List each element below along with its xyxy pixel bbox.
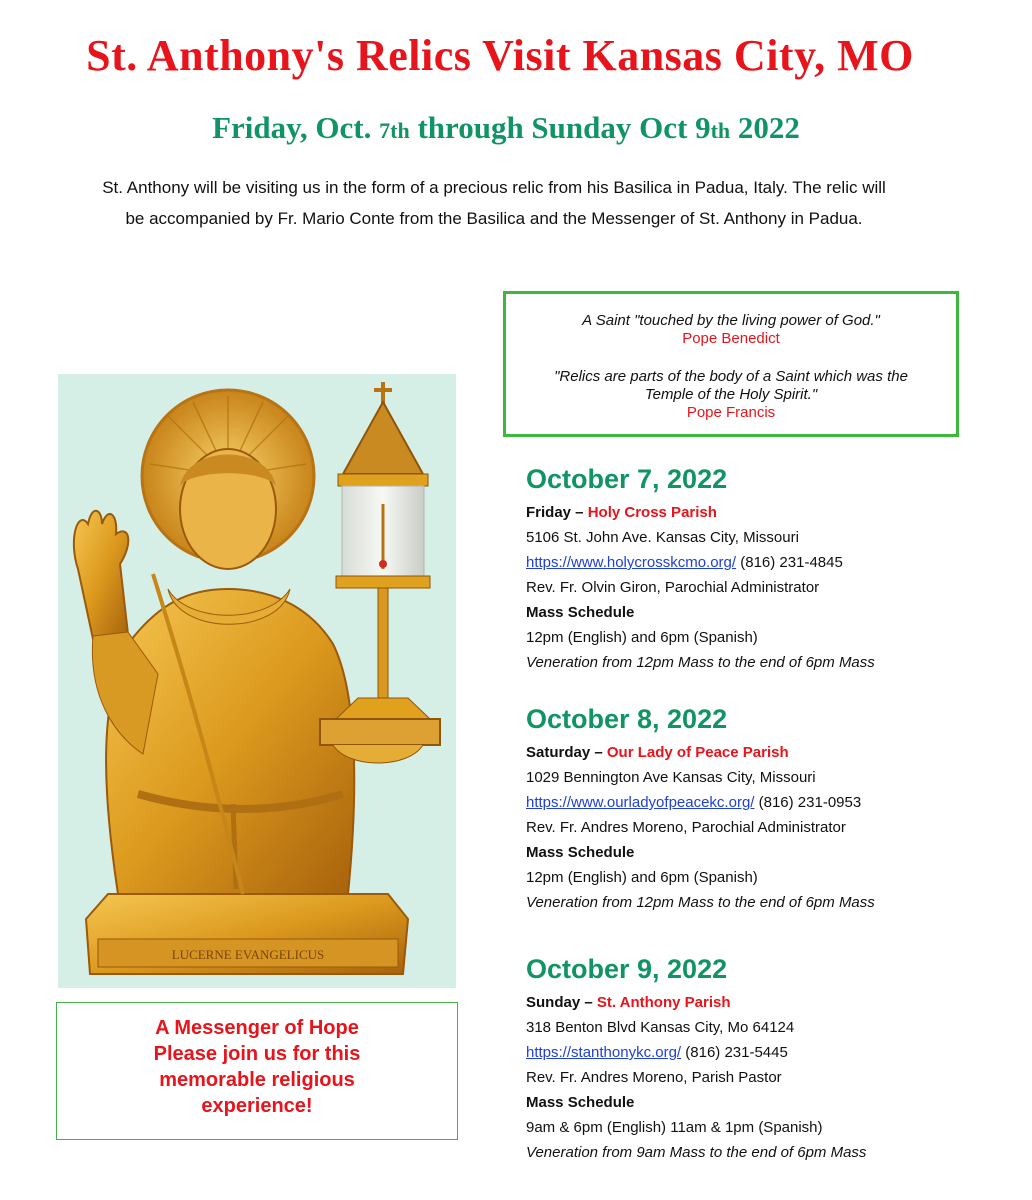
- mass-schedule-label: Mass Schedule: [526, 1094, 635, 1111]
- event-parish: Our Lady of Peace Parish: [606, 744, 789, 761]
- event-contact: [526, 550, 1006, 575]
- dates-part3: 2022: [730, 110, 800, 145]
- mass-schedule-label: Mass Schedule: [526, 604, 635, 621]
- event-october-8: [526, 702, 1006, 915]
- hope-line-2: Please join us for this: [153, 1043, 361, 1065]
- event-day-parish: [526, 990, 1006, 1015]
- dates-part1: Friday, Oct.: [212, 110, 380, 145]
- parish-website-link[interactable]: https://stanthonykc.org/: [526, 1044, 682, 1061]
- plaque-text: LUCERNE EVANGELICUS: [171, 947, 325, 962]
- event-pastor: Rev. Fr. Andres Moreno, Parochial Administrator: [526, 819, 846, 836]
- event-address: 5106 St. John Ave. Kansas City, Missouri: [526, 529, 799, 546]
- event-pastor: Rev. Fr. Andres Moreno, Parish Pastor: [526, 1069, 782, 1086]
- event-day-parish: [526, 740, 1006, 765]
- hope-line-4: experience!: [201, 1095, 313, 1117]
- mass-schedule: 12pm (English) and 6pm (Spanish): [526, 629, 758, 646]
- event-october-7: [526, 462, 1006, 675]
- parish-website-link[interactable]: https://www.ourladyofpeacekc.org/: [526, 794, 755, 811]
- event-contact: [526, 790, 1006, 815]
- event-address: 318 Benton Blvd Kansas City, Mo 64124: [526, 1019, 795, 1036]
- quote-francis-line-1: "Relics are parts of the body of a Saint which was the: [554, 368, 908, 385]
- veneration-times: Veneration from 9am Mass to the end of 6pm Mass: [526, 1144, 867, 1161]
- saint-anthony-reliquary-image: [58, 374, 456, 988]
- event-parish: St. Anthony Parish: [596, 994, 731, 1011]
- event-day: Sunday: [526, 994, 581, 1011]
- event-date: October 7, 2022: [526, 464, 728, 494]
- blessing-hand: [74, 511, 128, 639]
- mass-schedule: 12pm (English) and 6pm (Spanish): [526, 869, 758, 886]
- event-dates-heading: [0, 110, 1012, 146]
- dates-part2: through Sunday Oct 9: [409, 110, 711, 145]
- parish-phone: (816) 231-0953: [754, 794, 862, 811]
- veneration-times: Veneration from 12pm Mass to the end of 6pm Mass: [526, 894, 875, 911]
- intro-line-1: St. Anthony will be visiting us in the form of a precious relic from his Basilica in Padua, Italy. The relic will: [102, 178, 886, 197]
- hope-line-1: A Messenger of Hope: [155, 1017, 359, 1039]
- event-day-parish: [526, 500, 1006, 525]
- parish-phone: (816) 231-4845: [736, 554, 843, 571]
- event-date: October 8, 2022: [526, 704, 728, 734]
- intro-line-2: be accompanied by Fr. Mario Conte from the Basilica and the Messenger of St. Anthony in Padua.: [125, 209, 863, 228]
- quote-author-francis: Pope Francis: [686, 404, 776, 421]
- event-day: Saturday: [526, 744, 591, 761]
- page-title: St. Anthony's Relics Visit Kansas City, MO: [86, 31, 914, 80]
- parish-website-link[interactable]: https://www.holycrosskcmo.org/: [526, 554, 737, 571]
- event-parish: Holy Cross Parish: [587, 504, 717, 521]
- event-day: Friday: [526, 504, 572, 521]
- quote-benedict: A Saint "touched by the living power of God.": [582, 312, 880, 329]
- dates-sup1: 7th: [379, 118, 410, 143]
- quotes-box: [503, 291, 959, 437]
- quote-author-benedict: Pope Benedict: [682, 330, 780, 347]
- mass-schedule: 9am & 6pm (English) 11am & 1pm (Spanish): [526, 1119, 823, 1136]
- event-date: October 9, 2022: [526, 954, 728, 984]
- quote-francis-line-2: Temple of the Holy Spirit.": [644, 386, 818, 403]
- messenger-of-hope-box: [56, 1002, 458, 1140]
- event-contact: [526, 1040, 1006, 1065]
- event-dash: –: [571, 504, 588, 521]
- mass-schedule-label: Mass Schedule: [526, 844, 635, 861]
- event-address: 1029 Bennington Ave Kansas City, Missouri: [526, 769, 816, 786]
- parish-phone: (816) 231-5445: [681, 1044, 788, 1061]
- intro-paragraph: [38, 172, 950, 234]
- event-october-9: [526, 952, 1006, 1165]
- event-dash: –: [590, 744, 607, 761]
- hope-line-3: memorable religious: [159, 1069, 355, 1091]
- event-dash: –: [580, 994, 597, 1011]
- dates-sup2: th: [710, 118, 731, 143]
- event-pastor: Rev. Fr. Olvin Giron, Parochial Administrator: [526, 579, 820, 596]
- veneration-times: Veneration from 12pm Mass to the end of 6pm Mass: [526, 654, 875, 671]
